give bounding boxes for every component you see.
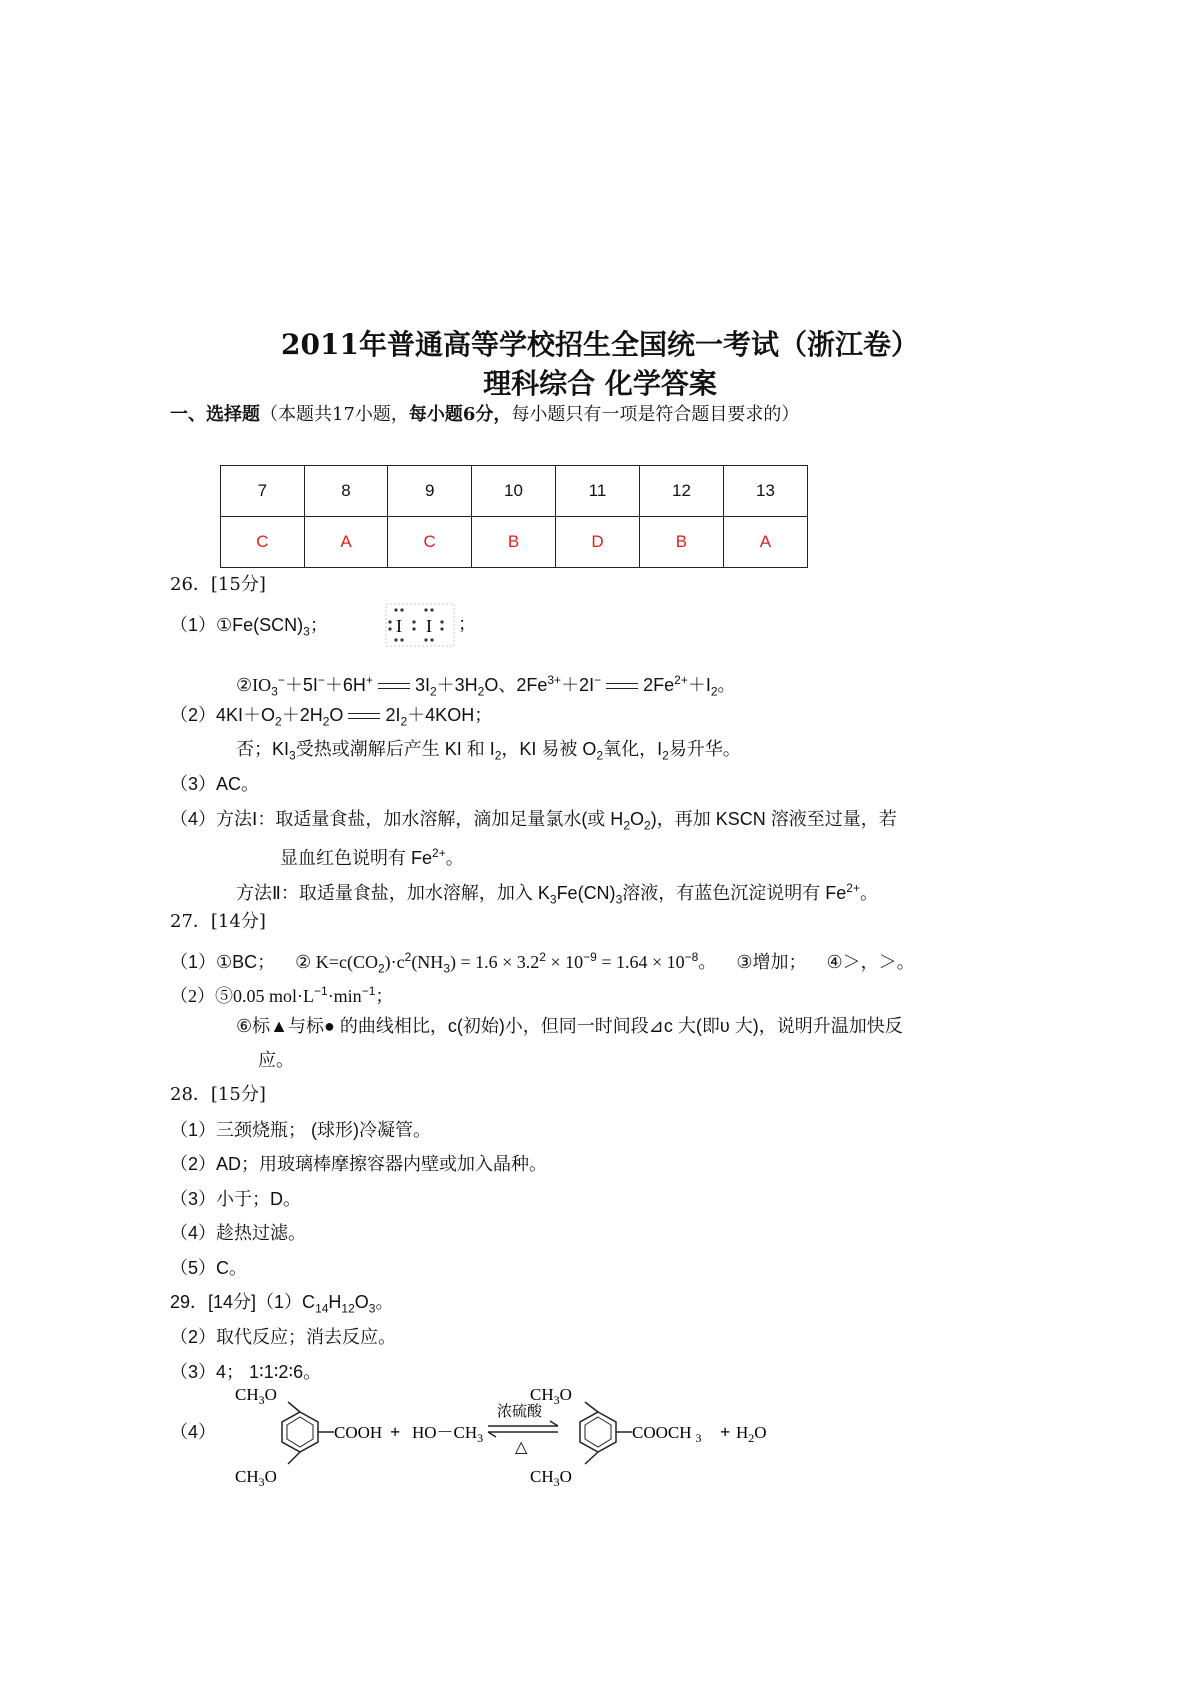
q28-line: （5）C。 <box>170 1258 248 1278</box>
answer-cell: B <box>639 517 723 568</box>
svg-text:CH3O: $CH_3O$ <box>530 1467 572 1489</box>
answer-cell: C <box>221 517 305 568</box>
svg-text:COOH: COOH <box>334 1423 383 1442</box>
question-number-row <box>221 466 808 517</box>
reaction-arrow <box>488 1403 558 1456</box>
answer-cell: B <box>472 517 556 568</box>
answer-table <box>220 465 808 568</box>
q29-part2: （2）取代反应；消去反应。 <box>170 1327 397 1347</box>
esterification-reaction-scheme <box>200 1382 860 1492</box>
svg-text:HO－CH3: $HO-CH_3$ <box>412 1423 484 1445</box>
q26-part2-equation: $(2)4KI+O_2+2H_2O$ $2I_2+4KOH$； <box>170 705 493 729</box>
question-number: 10 <box>472 466 556 517</box>
q26-part2-explanation: 否；$KI_3$受热或潮解后产生 KI 和 $I_2$，KI 易被 $O_2$氧化，$I_2$易升华。 <box>236 739 741 763</box>
q26-part3: （3）AC。 <box>170 774 260 794</box>
q28-heading: 28．[15分] <box>170 1084 266 1105</box>
q28-line: （1）三颈烧瓶； (球形)冷凝管。 <box>170 1120 431 1140</box>
svg-text:+: + <box>720 1422 731 1442</box>
svg-text:+: + <box>390 1422 401 1442</box>
answer-cell: C <box>388 517 472 568</box>
q26-part4-method2: 方法Ⅱ：取适量食盐，加水溶解，加入 $K_3Fe(CN)_3$溶液，有蓝色沉淀说明有 $Fe^{2+}$。 <box>236 881 878 907</box>
svg-text:△: △ <box>515 1439 528 1456</box>
lewis-atom-i: I <box>426 616 432 636</box>
q26-part4-method1-cont: 显血红色说明有 $Fe^{2+}$。 <box>280 846 464 868</box>
section1-intro: 一、选择题（本题共17小题，每小题6分，每小题只有一项是符合题目要求的） <box>170 404 800 425</box>
question-number: 9 <box>388 466 472 517</box>
question-number: 8 <box>304 466 388 517</box>
q28-line: （3）小于；D。 <box>170 1189 302 1209</box>
question-number: 11 <box>556 466 640 517</box>
q28-line: （4）趁热过滤。 <box>170 1223 307 1243</box>
q26-part1: $(1)①Fe(SCN)_3$； <box>170 615 328 639</box>
answer-cell: A <box>304 517 388 568</box>
q26-part1-end: ； <box>458 614 476 635</box>
svg-text:COOCH3: COOCH $_3$ <box>632 1423 702 1445</box>
q27-part2: （2）⑤0.05 $mol\cdot L^{-1}\cdot\min^{-1}$； <box>170 984 394 1006</box>
svg-text:CH3O: $CH_3O$ <box>235 1467 277 1489</box>
svg-text:H2O: $H_2O$ <box>736 1423 767 1445</box>
answer-cell: D <box>556 517 640 568</box>
q26-heading: 26．[15分] <box>170 574 266 595</box>
q27-heading: 27．[14分] <box>170 911 266 932</box>
document-title: 2011年普通高等学校招生全国统一考试（浙江卷） <box>281 328 919 361</box>
q26-equation-2: $②IO_3^-+5I^-+6H^+$ $3I_2+3H_2O$、$2Fe^{3+}+2I^-$ $2Fe^{2+}+I_2$。 <box>236 673 736 699</box>
document-subtitle: 理科综合 化学答案 <box>483 367 717 400</box>
q27-part2-explanation-cont: 应。 <box>258 1050 294 1070</box>
q29-part3: （3）4； 1∶1∶2∶6。 <box>170 1362 322 1382</box>
q28-line: （2）AD；用玻璃棒摩擦容器内壁或加入晶种。 <box>170 1154 548 1174</box>
q27-part1: （1）①BC； ② $K=c(CO_2)\cdot c^2(NH_3) = 1.6 \times 3.2^2 \times 10^{-9} = 1.64 \times 10^{-8}$。 ③增加； ④＞，＞。 <box>170 950 915 976</box>
answer-cell: A <box>723 517 807 568</box>
q26-part4-method1: （4）方法Ⅰ：取适量食盐，加水溶解，滴加足量氯水(或 $H_2O_2$)，再加 KSCN 溶液至过量，若 <box>170 809 897 833</box>
question-number: 13 <box>723 466 807 517</box>
svg-text:CH3O: $CH_3O$ <box>530 1385 572 1407</box>
q27-part2-explanation: ⑥标▲与标● 的曲线相比，c(初始)小，但同一时间段⊿c 大(即υ 大)，说明升温加快反 <box>236 1016 903 1036</box>
svg-text:浓硫酸: 浓硫酸 <box>497 1404 543 1420</box>
question-number: 12 <box>639 466 723 517</box>
lewis-atom-i: I <box>396 616 402 636</box>
answer-row <box>221 517 808 568</box>
product-methyl-ester <box>530 1385 702 1489</box>
reactant-dimethoxybenzoic-acid <box>235 1385 382 1489</box>
q29-heading: 29．[14分]$(1)C_{14}H_{12}O_3$。 <box>170 1292 394 1316</box>
q29-part4-label: （4） <box>170 1422 217 1442</box>
i2-lewis-structure <box>384 602 456 648</box>
svg-text:CH3O: $CH_3O$ <box>235 1385 277 1407</box>
question-number: 7 <box>221 466 305 517</box>
